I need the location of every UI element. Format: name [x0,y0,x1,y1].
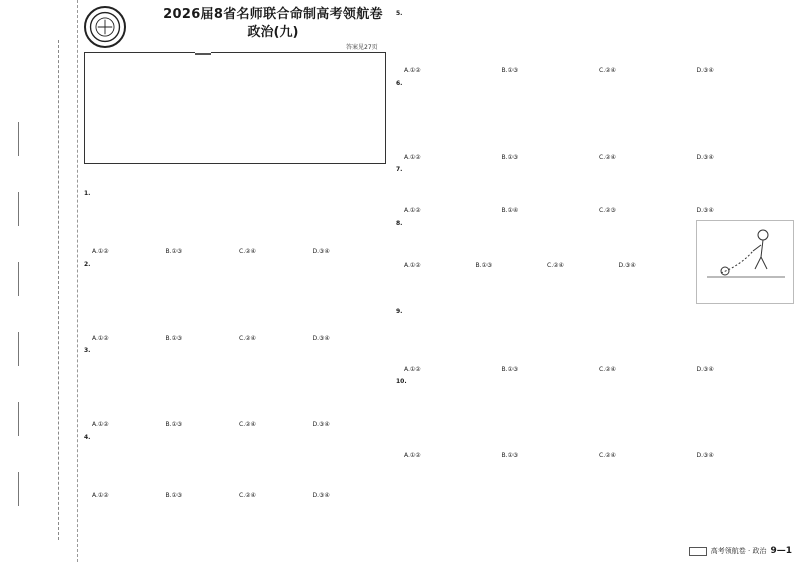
comic-drawing [701,225,791,283]
cut-line [58,40,59,540]
margin-field-3 [14,260,48,296]
option: C.②④ [239,248,256,255]
statement [92,413,386,422]
statement [404,190,596,199]
footer-badge-icon [689,547,707,556]
option: C.②④ [599,67,616,74]
statement [92,318,386,327]
question-3: 3. A.①② B.①③ C.②④ D.③④ [84,347,386,430]
statement [404,128,794,137]
option: D.③④ [696,153,714,161]
option: C.②④ [239,334,256,342]
option: C.②④ [599,452,616,459]
exam-instructions [84,170,386,190]
option: A.①② [404,365,421,373]
option: D.③④ [696,207,714,214]
statement [92,326,386,335]
option: C.②④ [599,153,616,161]
option: A.①② [92,491,109,499]
statement [404,59,596,68]
statement [92,475,386,484]
statement [92,223,386,232]
question-4: 4. A.①② B.①③ C.②④ D.③④ [84,434,386,501]
option: C.②③ [599,207,616,214]
question-10: 10. A.①② B.①③ C.②④ D.③④ [396,378,794,461]
option: D.③④ [312,421,330,428]
statement [92,396,386,405]
question-column-left [84,190,386,504]
margin-field-1 [14,120,48,156]
option: A.①② [404,207,421,214]
statement [92,309,386,318]
question-2: 2. A.①② B.①③ C.②④ D.③④ [84,261,386,344]
comic-caption [701,284,789,300]
option: B.①④ [501,207,519,214]
option: C.②④ [239,491,256,499]
statement [404,228,690,237]
binding-margin [0,0,78,562]
option: A.①② [404,452,421,459]
statement [92,240,386,249]
report-row [91,105,379,123]
margin-field-2 [14,190,48,226]
option: B.①③ [165,491,183,499]
report-row [91,65,379,83]
statement [404,435,794,444]
option: A.①② [404,262,421,269]
answer-note: 答案见27页 [346,44,378,51]
option: D.③④ [312,334,330,342]
question-5: 5. A.①② B.①③ C.②④ D.③④ [396,10,794,76]
question-1: 1. A.①② B.①③ C.②④ D.③④ [84,190,386,257]
brand-logo [84,6,126,48]
statement [404,332,794,341]
option: A.①② [404,153,421,161]
option: C.②④ [547,262,564,269]
statement [92,466,386,475]
exam-report-box [84,52,386,164]
margin-field-5 [14,400,48,436]
statement [404,427,794,436]
option: C.②④ [599,365,616,373]
statement [92,483,386,492]
option: C.②④ [239,421,256,428]
statement [404,237,690,246]
option: B.①③ [165,248,183,255]
option: B.①③ [165,421,183,428]
option: B.①③ [501,153,519,161]
statement [404,120,794,129]
option: D.③④ [312,491,330,499]
option: B.①③ [501,452,519,459]
option: D.③④ [618,262,636,269]
option: B.①③ [501,365,519,373]
option: B.①③ [501,67,519,74]
option: B.①③ [165,334,183,342]
option: B.①③ [475,262,493,269]
statement [404,245,690,254]
statement [404,444,794,453]
statement [92,301,386,310]
footer-brand: 高考领航卷 · 政治 [710,547,767,555]
brand-logo-mark [86,8,124,46]
exam-report-title [195,51,211,55]
comic-illustration [696,220,794,304]
paper-subject: 政治(九) [247,25,299,40]
report-row [91,85,379,103]
statement [404,50,596,59]
statement [602,59,794,68]
statement [404,145,794,154]
statement [92,214,386,223]
page-footer [689,546,792,556]
statement [404,254,690,263]
statement [602,199,794,208]
option: A.①② [404,67,421,74]
report-row [91,125,379,143]
question-6: 6. A.①② B.①③ C.②④ D.③④ [396,80,794,163]
statement [404,340,794,349]
question-8: 8. A.①② B.①③ C.②④ D.③④ [396,220,794,304]
margin-field-4 [14,330,48,366]
statement [404,357,794,366]
question-7: 7. A.①② B.①④ C.②③ D.③④ [396,166,794,216]
option: A.①② [92,334,109,342]
option: D.③④ [696,67,714,74]
question-column-right [396,10,794,465]
statement [404,418,794,427]
page-number: 9—1 [770,546,792,556]
option: D.③④ [696,452,714,459]
option: A.①② [92,421,109,428]
statement [404,199,596,208]
option: D.③④ [696,365,714,373]
option: A.①② [92,248,109,255]
statement [602,50,794,59]
statement [92,458,386,467]
option: D.③④ [312,248,330,255]
paper-header [130,6,416,41]
statement [404,349,794,358]
statement [602,190,794,199]
statement [92,387,386,396]
margin-field-6 [14,470,48,506]
statement [92,404,386,413]
paper-title: 2026届8省名师联合命制高考领航卷 [163,7,383,22]
question-9: 9. A.①② B.①③ C.②④ D.③④ [396,308,794,375]
statement [404,137,794,146]
statement [92,231,386,240]
